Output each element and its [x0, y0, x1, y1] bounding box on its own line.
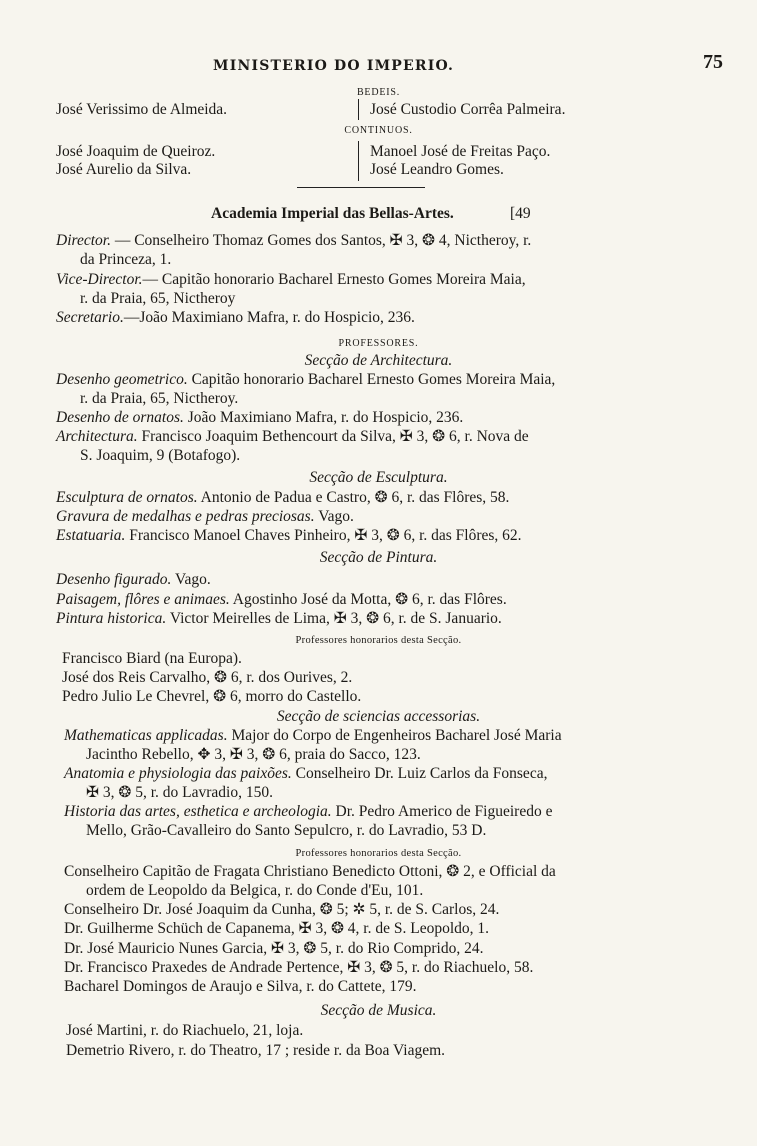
subject: Estatuaria. [56, 527, 126, 544]
entry-text: Conselheiro Dr. Luiz Carlos da Fonseca, [291, 765, 548, 782]
honorario-entry: Dr. Francisco Praxedes de Andrade Pertence, ✠ 3, ❂ 5, r. do Riachuelo, 58. [64, 959, 534, 976]
mathematicas-cont: Jacintho Rebello, ✥ 3, ✠ 3, ❂ 6, praia do Sacco, 123. [86, 746, 421, 763]
subject: Desenho de ornatos. [56, 409, 184, 426]
desenho-geometrico-cont: r. da Praia, 65, Nictheroy. [80, 390, 239, 407]
entry-text: Francisco Manoel Chaves Pinheiro, ✠ 3, ❂ 6, r. das Flôres, 62. [125, 527, 522, 544]
honorario-entry: Bacharel Domingos de Araujo e Silva, r. do Cattete, 179. [64, 978, 417, 995]
vice-director-line [56, 271, 526, 289]
honorario-entry: Dr. José Mauricio Nunes Garcia, ✠ 3, ❂ 5, r. do Rio Comprido, 24. [64, 940, 484, 957]
pintura-historica-line [56, 610, 502, 628]
academia-page-ref: [49 [510, 205, 531, 222]
continuo-left-2: José Aurelio da Silva. [56, 161, 192, 178]
honorario-entry: Pedro Julio Le Chevrel, ❂ 6, morro do Castello. [62, 688, 362, 705]
honorario-entry: Francisco Biard (na Europa). [62, 650, 242, 667]
desenho-figurado-line [56, 571, 211, 589]
architectura-line [56, 428, 529, 446]
architectura-cont: S. Joaquim, 9 (Botafogo). [80, 447, 241, 464]
vice-director-text: — Capitão honorario Bacharel Ernesto Gomes Moreira Maia, [142, 271, 526, 288]
pintura-heading: Secção de Pintura. [319, 549, 438, 566]
esculptura-heading: Secção de Esculptura. [309, 469, 448, 486]
director-text: — Conselheiro Thomaz Gomes dos Santos, ✠ 3, ❂ 4, Nictheroy, r. [110, 232, 532, 249]
vice-director-role: Vice-Director. [56, 271, 143, 288]
honorario-entry: Dr. Guilherme Schüch de Capanema, ✠ 3, ❂ 4, r. de S. Leopoldo, 1. [64, 920, 490, 937]
entry-text: Victor Meirelles de Lima, ✠ 3, ❂ 6, r. de S. Januario. [166, 610, 502, 627]
continuos-label: CONTINUOS. [344, 125, 413, 136]
historia-line [64, 803, 552, 821]
professores-label: PROFESSORES. [338, 338, 419, 349]
entry-text: João Maximiano Mafra, r. do Hospicio, 236. [183, 409, 464, 426]
subject: Gravura de medalhas e pedras preciosas. [56, 508, 315, 525]
continuo-left-1: José Joaquim de Queiroz. [56, 143, 216, 160]
column-divider [358, 141, 359, 181]
section-rule [297, 187, 425, 188]
historia-cont: Mello, Grão-Cavalleiro do Santo Sepulcro, r. do Lavradio, 53 D. [86, 822, 487, 839]
sciencias-honorarios-label: Professores honorarios desta Secção. [295, 848, 462, 859]
entry-text: Vago. [314, 508, 354, 525]
subject: Architectura. [56, 428, 138, 445]
honorario-entry: Conselheiro Dr. José Joaquim da Cunha, ❂ 5; ✲ 5, r. de S. Carlos, 24. [64, 901, 500, 918]
anatomia-cont: ✠ 3, ❂ 5, r. do Lavradio, 150. [86, 784, 273, 801]
subject: Paisagem, flôres e animaes. [56, 591, 230, 608]
academia-title: Academia Imperial das Bellas-Artes. [211, 205, 454, 222]
honorario-entry: José dos Reis Carvalho, ❂ 6, r. dos Ourives, 2. [62, 669, 353, 686]
gravura-line [56, 508, 354, 526]
bedeis-label: BEDEIS. [356, 87, 401, 98]
subject: Anatomia e physiologia das paixões. [64, 765, 292, 782]
sciencias-heading: Secção de sciencias accessorias. [276, 708, 481, 725]
desenho-geometrico-line [56, 371, 555, 389]
continuo-right-2: José Leandro Gomes. [370, 161, 504, 178]
anatomia-line [64, 765, 547, 783]
subject: Desenho geometrico. [56, 371, 188, 388]
pintura-honorarios-label: Professores honorarios desta Secção. [295, 635, 462, 646]
entry-text: Vago. [171, 571, 211, 588]
entry-text: Dr. Pedro Americo de Figueiredo e [331, 803, 553, 820]
column-divider [358, 99, 359, 120]
subject: Historia das artes, esthetica e archeologia. [64, 803, 332, 820]
estatuaria-line [56, 527, 522, 545]
page-number: 75 [703, 51, 723, 73]
subject: Pintura historica. [56, 610, 167, 627]
bedel-left: José Verissimo de Almeida. [56, 101, 228, 118]
architectura-heading: Secção de Architectura. [304, 352, 453, 369]
secretario-role: Secretario. [56, 309, 124, 326]
vice-director-line-2: r. da Praia, 65, Nictheroy [80, 290, 236, 307]
entry-text: Major do Corpo de Engenheiros Bacharel José Maria [227, 727, 562, 744]
director-line [56, 232, 531, 250]
subject: Desenho figurado. [56, 571, 172, 588]
entry-text: Capitão honorario Bacharel Ernesto Gomes Moreira Maia, [187, 371, 556, 388]
bedel-right: José Custodio Corrêa Palmeira. [370, 101, 566, 118]
entry-text: Agostinho José da Motta, ❂ 6, r. das Flôres. [229, 591, 507, 608]
running-header: MINISTERIO DO IMPERIO. [213, 58, 455, 74]
subject: Esculptura de ornatos. [56, 489, 198, 506]
esculptura-ornatos-line [56, 489, 509, 507]
honorario-entry: Conselheiro Capitão de Fragata Christiano Benedicto Ottoni, ❂ 2, e Official da [64, 863, 556, 880]
subject: Mathematicas applicadas. [64, 727, 228, 744]
continuo-right-1: Manoel José de Freitas Paço. [370, 143, 551, 160]
entry-text: Francisco Joaquim Bethencourt da Silva, ✠ 3, ❂ 6, r. Nova de [137, 428, 529, 445]
honorario-entry: ordem de Leopoldo da Belgica, r. do Conde d'Eu, 101. [86, 882, 424, 899]
paisagem-line [56, 591, 507, 609]
musica-heading: Secção de Musica. [320, 1002, 437, 1019]
mathematicas-line [64, 727, 562, 745]
secretario-line [56, 309, 415, 327]
director-role: Director. [56, 232, 111, 249]
secretario-text: —João Maximiano Mafra, r. do Hospicio, 236. [123, 309, 415, 326]
entry-text: Antonio de Padua e Castro, ❂ 6, r. das Flôres, 58. [197, 489, 510, 506]
musica-member: Demetrio Rivero, r. do Theatro, 17 ; reside r. da Boa Viagem. [66, 1042, 446, 1059]
musica-member: José Martini, r. do Riachuelo, 21, loja. [66, 1022, 304, 1039]
director-line-2: da Princeza, 1. [80, 251, 172, 268]
desenho-ornatos-line [56, 409, 463, 427]
